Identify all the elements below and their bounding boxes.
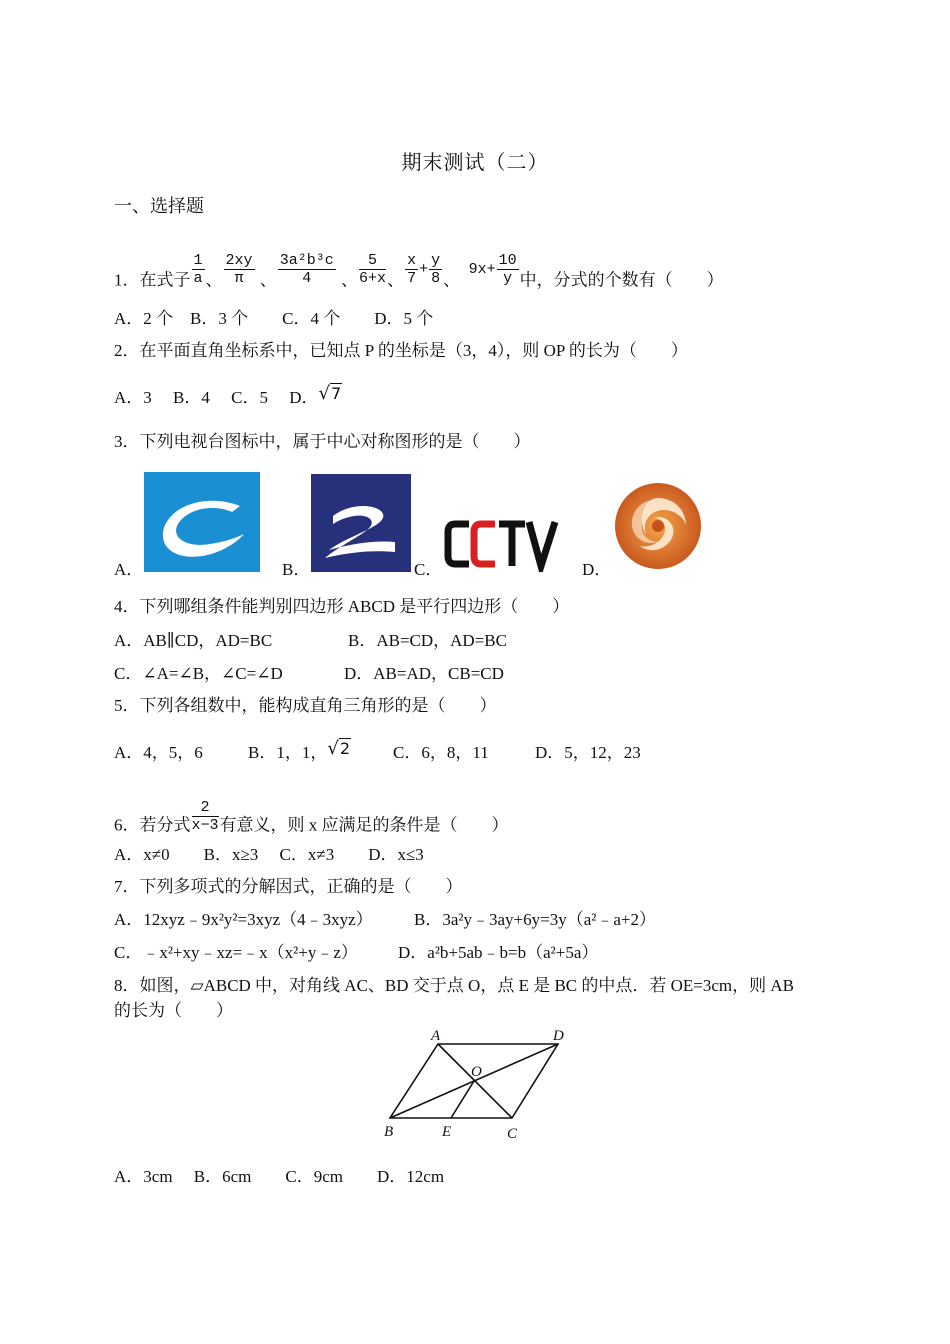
q5-options <box>114 738 641 764</box>
q7-options-row2 <box>114 942 598 964</box>
q7-option-a: A．12xyz﹣9x²y²=3xyz（4﹣3xyz） <box>114 910 373 929</box>
q2-options <box>114 383 342 409</box>
q5-option-b: B．1，1， <box>248 743 328 762</box>
question-3: 3．下列电视台图标中，属于中心对称图形的是（ ） <box>114 432 531 451</box>
q3-label-c: C． <box>414 560 443 579</box>
q3-label-a: A． <box>114 560 144 579</box>
q1-plus: + <box>419 261 429 279</box>
q1-f1-numerator: 1 <box>193 252 203 269</box>
q1-f1-denominator: a <box>193 270 203 287</box>
question-8-line2: 的长为（ ） <box>114 1001 233 1020</box>
q1-sep: 、 <box>336 270 359 290</box>
q1-f7-numerator: 10 <box>498 252 517 269</box>
section-heading: 一、选择题 <box>114 196 204 216</box>
q6-denominator: x−3 <box>191 817 219 834</box>
q5-option-d: D．5，12，23 <box>535 743 641 762</box>
point-label-d: D <box>553 1028 564 1044</box>
sqrt-7: √7 <box>318 383 342 404</box>
q4-option-a: A．AB∥CD，AD=BC <box>114 631 273 650</box>
q7-option-c: C．﹣x²+xy﹣xz=﹣x（x²+y﹣z） <box>114 943 358 962</box>
question-2: 2．在平面直角坐标系中，已知点 P 的坐标是（3，4），则 OP 的长为（ ） <box>114 341 688 360</box>
q4-option-d: D．AB=AD，CB=CD <box>344 664 504 683</box>
question-4: 4．下列哪组条件能判别四边形 ABCD 是平行四边形（ ） <box>114 597 570 616</box>
q5-option-c: C．6，8，11 <box>393 743 489 762</box>
q7-option-d: D．a²b+5ab﹣b=b（a²+5a） <box>398 943 599 962</box>
point-label-c: C <box>507 1126 518 1142</box>
q1-f2-numerator: 2xy <box>225 252 253 269</box>
q4-options-row2 <box>114 663 504 685</box>
point-label-o: O <box>471 1064 482 1080</box>
q1-f2-denominator: π <box>234 270 244 287</box>
question-5: 5．下列各组数中，能构成直角三角形的是（ ） <box>114 696 497 715</box>
q4-option-b: B．AB=CD，AD=BC <box>348 631 507 650</box>
q1-sep: 、 <box>387 270 405 290</box>
point-label-b: B <box>384 1124 394 1140</box>
q6-suffix: 有意义，则 x 应满足的条件是（ ） <box>219 815 509 835</box>
q1-sep: 、 <box>255 270 277 290</box>
q1-f6-numerator: y <box>431 252 441 269</box>
q1-f6-denominator: 8 <box>431 270 441 287</box>
question-7: 7．下列多项式的分解因式，正确的是（ ） <box>114 877 463 896</box>
logo-c-cctv <box>443 514 559 572</box>
question-8-line1: 8．如图，▱ABCD 中，对角线 AC、BD 交于点 O，点 E 是 BC 的中点．若 OE=3cm，则 AB <box>114 976 795 995</box>
q4-options-row1 <box>114 630 507 652</box>
question-6 <box>114 799 509 844</box>
q1-fraction-7 <box>497 252 519 287</box>
q1-f7-denominator: y <box>503 270 513 287</box>
q1-fraction-4 <box>359 252 386 287</box>
q1-fraction-6 <box>429 252 442 287</box>
q1-fraction-2 <box>224 252 255 287</box>
page-title: 期末测试（二） <box>401 152 549 174</box>
q1-fraction-3 <box>278 252 336 287</box>
q1-fraction-5 <box>405 252 418 287</box>
q1-f3-numerator: 3a²b³c <box>279 252 334 269</box>
sqrt-2: √2 <box>327 738 351 759</box>
q1-f5-denominator: 7 <box>407 270 417 287</box>
logo-b-navy-z <box>311 474 411 572</box>
q6-numerator: 2 <box>192 799 219 817</box>
q2-options-text: A．3 B．4 C．5 D． <box>114 388 319 407</box>
q1-prefix: 1．在式子 <box>114 270 191 290</box>
q1-f4-numerator: 5 <box>359 252 386 270</box>
q3-label-b: B． <box>282 560 311 579</box>
question-1 <box>114 252 724 299</box>
q5-option-a: A．4，5，6 <box>114 743 203 762</box>
q6-prefix: 6．若分式 <box>114 815 191 835</box>
parallelogram-figure <box>376 1024 576 1148</box>
q1-f4-denominator: 6+x <box>359 270 387 287</box>
q6-fraction <box>192 799 219 834</box>
q1-fraction-1 <box>192 252 205 287</box>
q8-options: A．3cm B．6cm C．9cm D．12cm <box>114 1167 445 1186</box>
q6-options: A．x≠0 B．x≥3 C．x≠3 D．x≤3 <box>114 845 424 864</box>
q1-f5-numerator: x <box>407 252 417 269</box>
q1-f3-denominator: 4 <box>302 270 312 287</box>
q1-options: A．2 个 B．3 个 C．4 个 D．5 个 <box>114 309 434 328</box>
q1-sep: 、 <box>205 270 223 290</box>
q7-options-row1 <box>114 909 656 931</box>
q1-suffix: 中，分式的个数有（ ） <box>519 270 724 290</box>
q1-sep: 、 <box>443 270 461 290</box>
logo-a-blue-c <box>144 472 260 572</box>
logo-d-phoenix <box>612 480 704 572</box>
point-label-e: E <box>442 1124 452 1140</box>
q7-option-b: B．3a²y﹣3ay+6y=3y（a²﹣a+2） <box>414 910 656 929</box>
q4-option-c: C．∠A=∠B，∠C=∠D <box>114 664 283 683</box>
q1-lead-term: 9x+ <box>468 261 496 279</box>
q3-label-d: D． <box>582 560 612 579</box>
point-label-a: A <box>431 1028 441 1044</box>
q5-radicand: 2 <box>339 739 351 758</box>
q2-radicand: 7 <box>330 384 342 403</box>
